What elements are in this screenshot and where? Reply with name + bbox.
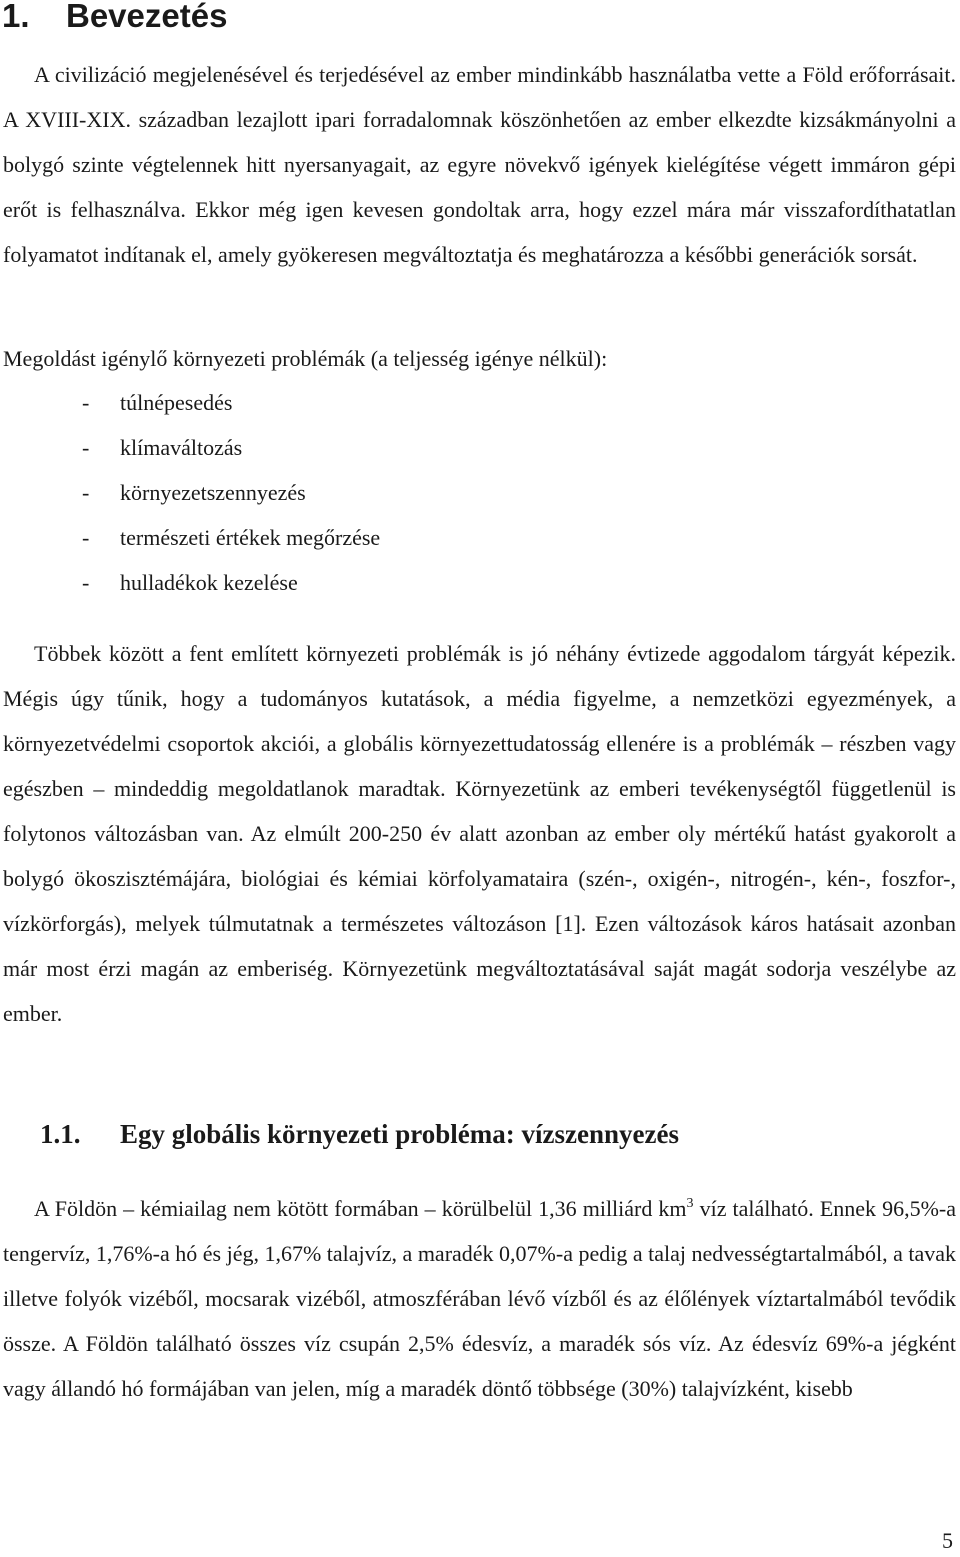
list-item	[82, 425, 380, 470]
subsection-title: Egy globális környezeti probléma: vízszennyezés	[120, 1119, 679, 1149]
subsection-heading	[40, 1112, 679, 1156]
section-heading	[2, 0, 227, 38]
list-item-text: környezetszennyezés	[120, 480, 306, 505]
water-paragraph	[3, 1186, 956, 1411]
water-paragraph-start: A Földön – kémiailag nem kötött formában – körülbelül 1,36 milliárd km	[34, 1196, 687, 1221]
section-title: Bevezetés	[66, 0, 228, 34]
list-item	[82, 470, 380, 515]
list-item-text: természeti értékek megőrzése	[120, 525, 381, 550]
subsection-number: 1.1.	[40, 1119, 81, 1149]
list-item	[82, 380, 380, 425]
list-marker: -	[82, 435, 90, 460]
list-item	[82, 515, 380, 560]
list-item-text: klímaváltozás	[120, 435, 243, 460]
list-item-text: túlnépesedés	[120, 390, 233, 415]
page-number: 5	[942, 1528, 953, 1553]
body-paragraph: Többek között a fent említett környezeti problémák is jó néhány évtizede aggodalom tárgyát képezik. Mégis úgy tűnik, hogy a tudományos kutatások, a média figyelme, a nemzetközi egyezmények, a környezetvédelmi csoportok akciói, a globális környezettudatosság ellenére is a problémák – részben vagy egészben – mindeddig megoldatlanok maradtak. Környezetünk az emberi tevékenységtől függetlenül is folytonos változásban van. Az elmúlt 200-250 év alatt azonban az ember oly mértékű hatást gyakorolt a bolygó ökoszisztémájára, biológiai és kémiai körfolyamataira (szén-, oxigén-, nitrogén-, kén-, foszfor-, vízkörforgás), melyek túlmutatnak a természetes változáson [1]. Ezen változások káros hatásait azonban már most érzi magán az emberiség. Környezetünk megváltoztatásával saját magát sodorja veszélybe az ember.	[3, 641, 956, 1026]
list-marker: -	[82, 390, 90, 415]
superscript: 3	[686, 1196, 694, 1211]
problem-list	[82, 380, 380, 605]
section-number: 1.	[2, 0, 30, 34]
list-marker: -	[82, 570, 90, 595]
intro-paragraph: A civilizáció megjelenésével és terjedésével az ember mindinkább használatba vette a Föld erőforrásait. A XVIII-XIX. században lezajlott ipari forradalomnak köszönhetően az ember elkezdte kizsákmányolni a bolygó szinte végtelennek hitt nyersanyagait, az egyre növekvő igények kielégítése végett immáron gépi erőt is felhasználva. Ekkor még igen kevesen gondoltak arra, hogy ezzel mára már visszafordíthatatlan folyamatot indítanak el, amely gyökeresen megváltoztatja és meghatározza a későbbi generációk sorsát.	[3, 62, 956, 267]
list-marker: -	[82, 480, 90, 505]
list-marker: -	[82, 525, 90, 550]
list-item	[82, 560, 380, 605]
list-intro: Megoldást igénylő környezeti problémák (a teljesség igénye nélkül):	[3, 346, 608, 371]
water-paragraph-rest: víz található. Ennek 96,5%-a tengervíz, 1,76%-a hó és jég, 1,67% talajvíz, a maradék 0,07%-a pedig a talaj nedvességtartalmából, a tavak illetve folyók vizéből, mocsarak vizéből, atmoszférában lévő vízből és az élőlények víztartalmából tevődik össze. A Földön található összes víz csupán 2,5% édesvíz, a maradék sós víz. Az édesvíz 69%-a jégként vagy állandó hó formájában van jelen, míg a maradék döntő többsége (30%) talajvízként, kisebb	[3, 1196, 956, 1401]
list-item-text: hulladékok kezelése	[120, 570, 298, 595]
